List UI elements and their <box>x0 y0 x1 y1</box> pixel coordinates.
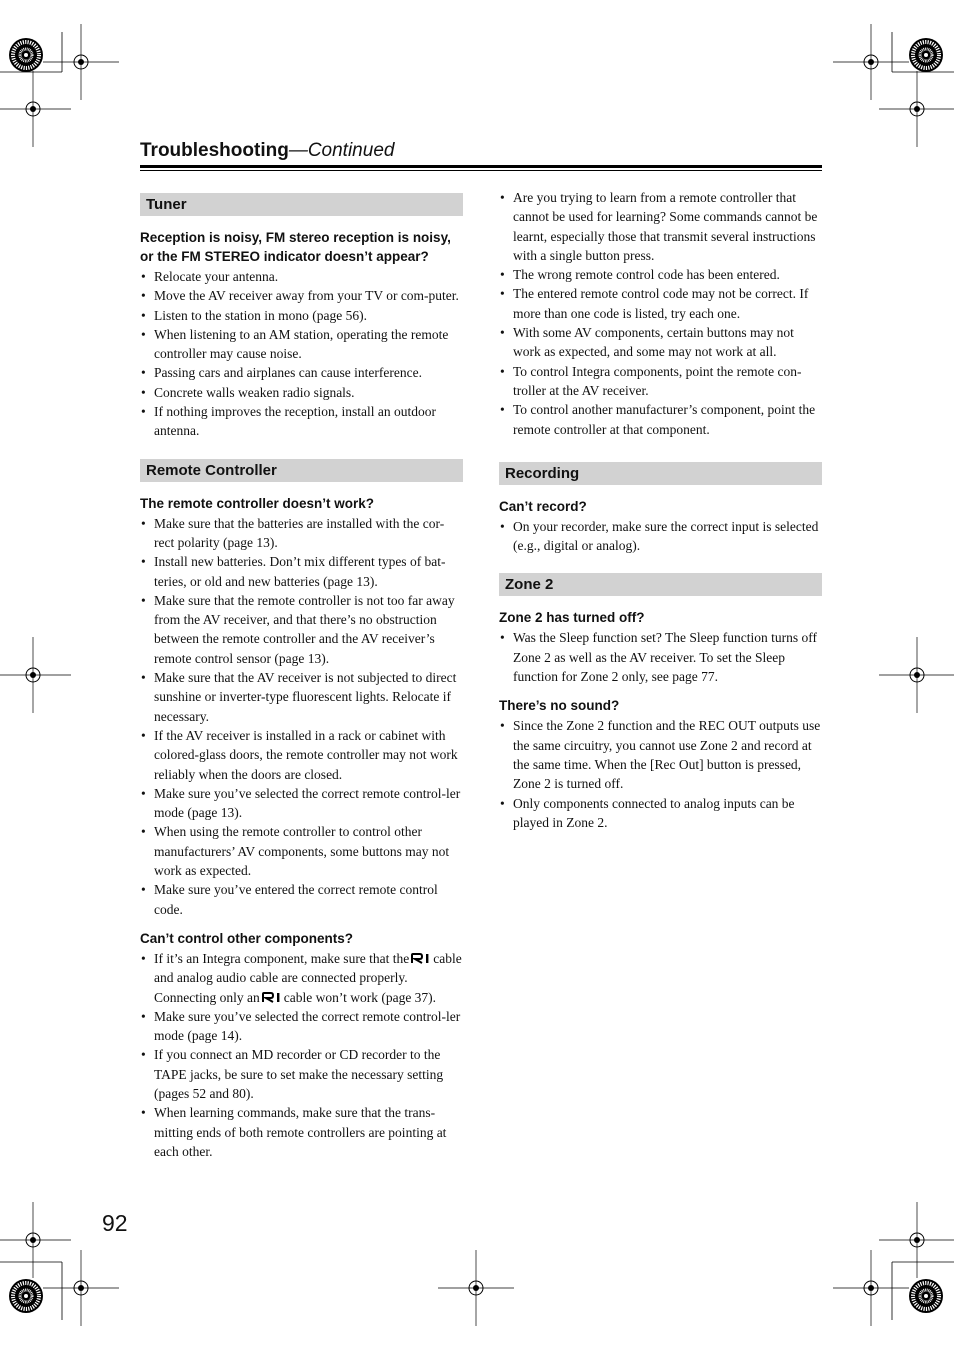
zone2-question-1: Zone 2 has turned off? <box>499 610 645 626</box>
list-item: • Make sure you’ve selected the correct remote control-ler mode (page 13). <box>140 784 463 823</box>
list-item: • When learning commands, make sure that the trans-mitting ends of both remote controllers are pointing at each other. <box>140 1103 463 1161</box>
remote-question-2: Can’t control other components? <box>140 930 354 946</box>
list-item: • Relocate your antenna. <box>140 267 463 286</box>
zone2-question-2: There’s no sound? <box>499 698 620 714</box>
zone2-list-2 <box>499 716 822 832</box>
list-item: • Make sure you’ve selected the correct remote control-ler mode (page 14). <box>140 1007 463 1046</box>
right-column <box>499 188 822 832</box>
left-column <box>140 188 463 1161</box>
page-header <box>140 139 822 168</box>
list-item: • The entered remote control code may not be correct. If more than one code is listed, try each one. <box>499 284 822 323</box>
list-item: • Only components connected to analog inputs can be played in Zone 2. <box>499 794 822 833</box>
list-item: • Make sure that the remote controller is not too far away from the AV receiver, and that there’s no obstruction between the remote controller and the AV receiver’s remote control sensor (page 13). <box>140 591 463 668</box>
remote-list-3 <box>499 188 822 439</box>
page-number: 92 <box>102 1210 128 1236</box>
ri-logo-icon <box>411 953 431 964</box>
list-item: • Move the AV receiver away from your TV or com-puter. <box>140 286 463 305</box>
list-item: • To control another manufacturer’s component, point the remote controller at that component. <box>499 400 822 439</box>
list-item: • Install new batteries. Don’t mix different types of bat-teries, or old and new batteries (page 13). <box>140 552 463 591</box>
list-item: • Was the Sleep function set? The Sleep function turns off Zone 2 as well as the AV receiver. To set the Sleep function for Zone 2 only, see page 77. <box>499 628 822 686</box>
list-item: • If nothing improves the reception, install an outdoor antenna. <box>140 402 463 441</box>
page-title <box>140 139 822 165</box>
section-heading-zone-2: Zone 2 <box>499 573 822 596</box>
list-item: • If you connect an MD recorder or CD recorder to the TAPE jacks, be sure to set make the necessary setting (pages 52 and 80). <box>140 1045 463 1103</box>
ri-text-a: If it’s an Integra component, make sure that the <box>154 950 410 966</box>
list-item: • Listen to the station in mono (page 56). <box>140 306 463 325</box>
section-heading-remote-controller: Remote Controller <box>140 459 463 482</box>
list-item: • Concrete walls weaken radio signals. <box>140 383 463 402</box>
list-item: • Since the Zone 2 function and the REC OUT outputs use the same circuitry, you cannot use Zone 2 and record at the same time. When the [Rec Out] button is pressed, Zone 2 is turned off. <box>499 716 822 793</box>
remote-question-1: The remote controller doesn’t work? <box>140 495 375 511</box>
remote-list-2 <box>140 949 463 1161</box>
list-item: • The wrong remote control code has been entered. <box>499 265 822 284</box>
list-item: • Passing cars and airplanes can cause interference. <box>140 363 463 382</box>
tuner-question: Reception is noisy, FM stereo reception is noisy, or the FM STEREO indicator doesn’t appear? <box>140 230 451 264</box>
recording-question: Can’t record? <box>499 498 587 514</box>
list-item: • Make sure that the batteries are installed with the cor-rect polarity (page 13). <box>140 514 463 553</box>
ri-logo-icon <box>262 992 282 1003</box>
section-heading-recording: Recording <box>499 462 822 485</box>
zone2-list-1 <box>499 628 822 686</box>
list-item: • With some AV components, certain buttons may not work as expected, and some may not work at all. <box>499 323 822 362</box>
remote-list-1 <box>140 514 463 919</box>
list-item: • When listening to an AM station, operating the remote controller may cause noise. <box>140 325 463 364</box>
list-item: • When using the remote controller to control other manufacturers’ AV components, some buttons may not work as expected. <box>140 822 463 880</box>
list-item <box>140 949 463 1007</box>
list-item: • On your recorder, make sure the correct input is selected (e.g., digital or analog). <box>499 517 822 556</box>
tuner-list <box>140 267 463 441</box>
page-title-text: Troubleshooting <box>140 140 289 161</box>
list-item: • Make sure that the AV receiver is not subjected to direct sunshine or inverter-type fluorescent lights. Relocate if necessary. <box>140 668 463 726</box>
list-item: • To control Integra components, point the remote con-troller at the AV receiver. <box>499 362 822 401</box>
list-item: • Are you trying to learn from a remote controller that cannot be used for learning? Some commands cannot be learnt, especially those that transmit several instructions with a single button press. <box>499 188 822 265</box>
list-item: • If the AV receiver is installed in a rack or cabinet with colored-glass doors, the remote controller may not work reliably when the doors are closed. <box>140 726 463 784</box>
continued-label: —Continued <box>288 140 395 161</box>
ri-text-b: cable and analog audio cable are connected properly. Connecting only an <box>154 950 462 1005</box>
list-item: • Make sure you’ve entered the correct remote control code. <box>140 880 463 919</box>
section-heading-tuner: Tuner <box>140 193 463 216</box>
recording-list <box>499 517 822 556</box>
ri-text-c: cable won’t work (page 37). <box>283 989 437 1005</box>
